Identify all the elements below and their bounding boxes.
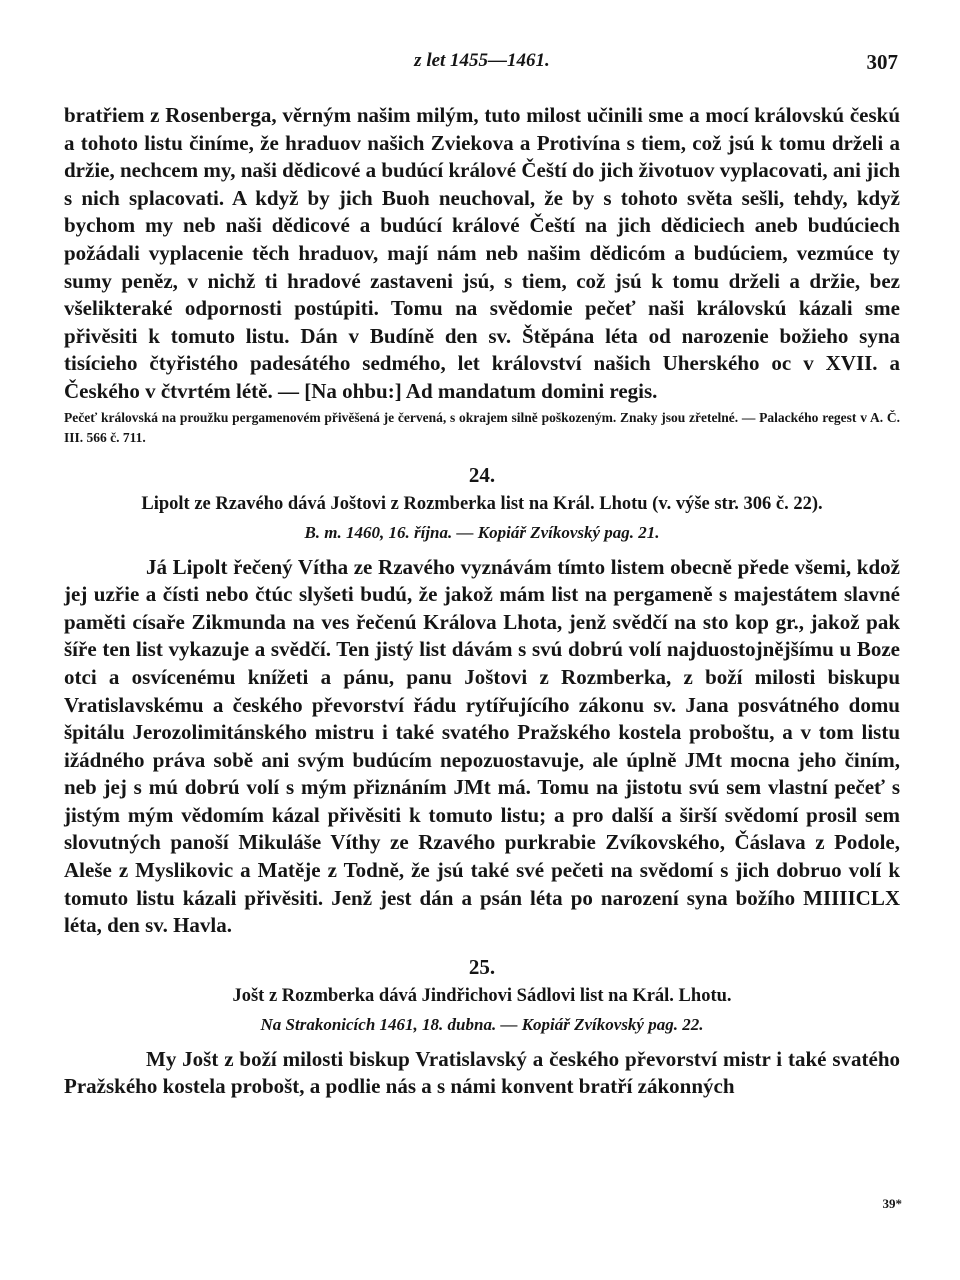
document-heading-25: Jošt z Rozmberka dává Jindřichovi Sádlovi list na Král. Lhotu.: [232, 985, 732, 1006]
running-head-title: z let 1455—1461.: [414, 50, 550, 71]
signature-mark: 39*: [882, 1196, 902, 1211]
document-source-25: Na Strakonicích 1461, 18. dubna. — Kopiář Zvíkovský pag. 22.: [260, 1014, 704, 1034]
document-page: [64, 46, 900, 1101]
seal-note: Pečeť královská na proužku pergamenovém přivěšená je červená, s okrajem silně poškozeným. Znaky jsou zřetelné. — Palackého regest v A. Č. III. 566 č. 711.: [64, 409, 900, 445]
document-number-25: 25.: [468, 954, 496, 979]
page-number: 307: [866, 50, 898, 74]
continued-charter-text: bratřiem z Rosenberga, věrným našim milým, tuto milost učinili sme a mocí královskú českú a tohoto listu činíme, že hraduov našich Zviekova a Protivína s tiem, což jsú k tomu drželi a držie, nechcem my, naši dědicové a budúcí králové Čeští do jich životuov vyplacovati, ani jich s nich splacovati. A když by jich Buoh neuchoval, že by s tohoto světa sešli, tehdy, když bychom my neb naši dědicové a budúcí králové Čeští na jich dědiciech aneb budúciech požádali vyplacenie těch hraduov, mají nám neb našim dědicóm a budúciem, vezmúce ty sumy peněz, v nichž ti hradové zastaveni jsú, s tiem, což jsú k tomu drželi a držie, bez všelikteraké odpornosti postúpiti. Tomu na svědomie pečeť naši královskú kázali sme přivěsiti k tomuto listu. Dán v Budíně den sv. Štěpána léta od narozenie božieho syna tisícieho čtyřistého padesátého sedmého, let království našich Uherského oc v XVII. a Českého v čtvrtém létě. — [Na ohbu:] Ad mandatum domini regis.: [64, 103, 900, 403]
running-head: [64, 46, 900, 78]
document-heading-24: Lipolt ze Rzavého dává Joštovi z Rozmberka list na Král. Lhotu (v. výše str. 306 č. 22).: [141, 493, 823, 514]
document-text-24: Já Lipolt řečený Vítha ze Rzavého vyznávám tímto listem obecně přede všemi, kdož jej uzřie a čísti nebo čtúc slyšeti budú, že jakož mám list na pergameně s majestátem slavné paměti císaře Zikmunda na ves řečenú Králova Lhota, jenž svědčí na sto kop gr., jakož pak šíře ten list vykazuje a svědčí. Ten jistý list dávám s svú dobrú volí najduostojnějšímu u Boze otci a osvícenému knížeti a pánu, panu Joštovi z Rozmberka, z boží milosti biskupu Vratislavskému a českého převorství řádu rytířujícího zákonu sv. Jana posvátného domu špitálu Jerozolimitánského mistru i také svatého Pražského kostela proboštu, a v tom listu ižádného práva sobě ani svým budúcím nepozuostavuje, ale úplně JMt mocna jeho činím, neb jej s mú dobrú volí s mým přiznáním JMt má. Tomu na jistotu svú sem vlastní pečeť s jistým mým vědomím kázal přivěsiti k tomuto listu; a pro další a širší svědomí prosil sem slovutných panoší Mikuláše Víthy ze Rzavého purkrabie Zvíkovského, Čáslava z Podole, Aleše z Myslikovic a Matěje z Todně, že jsú také své pečeti na svědomí s jich dobruo volí k tomuto listu kázali přivěsiti. Jenž jest dán a psán léta po narození syna božího MIIIICLX léta, den sv. Havla.: [64, 554, 900, 938]
document-text-25: My Jošt z boží milosti biskup Vratislavský a českého převorství mistr i také svatého Pražského kostela probošt, a podlie nás a s námi konvent bratří zákonných: [64, 1046, 900, 1099]
document-number-24: 24.: [468, 462, 496, 487]
document-source-24: B. m. 1460, 16. října. — Kopiář Zvíkovský pag. 21.: [304, 522, 660, 542]
